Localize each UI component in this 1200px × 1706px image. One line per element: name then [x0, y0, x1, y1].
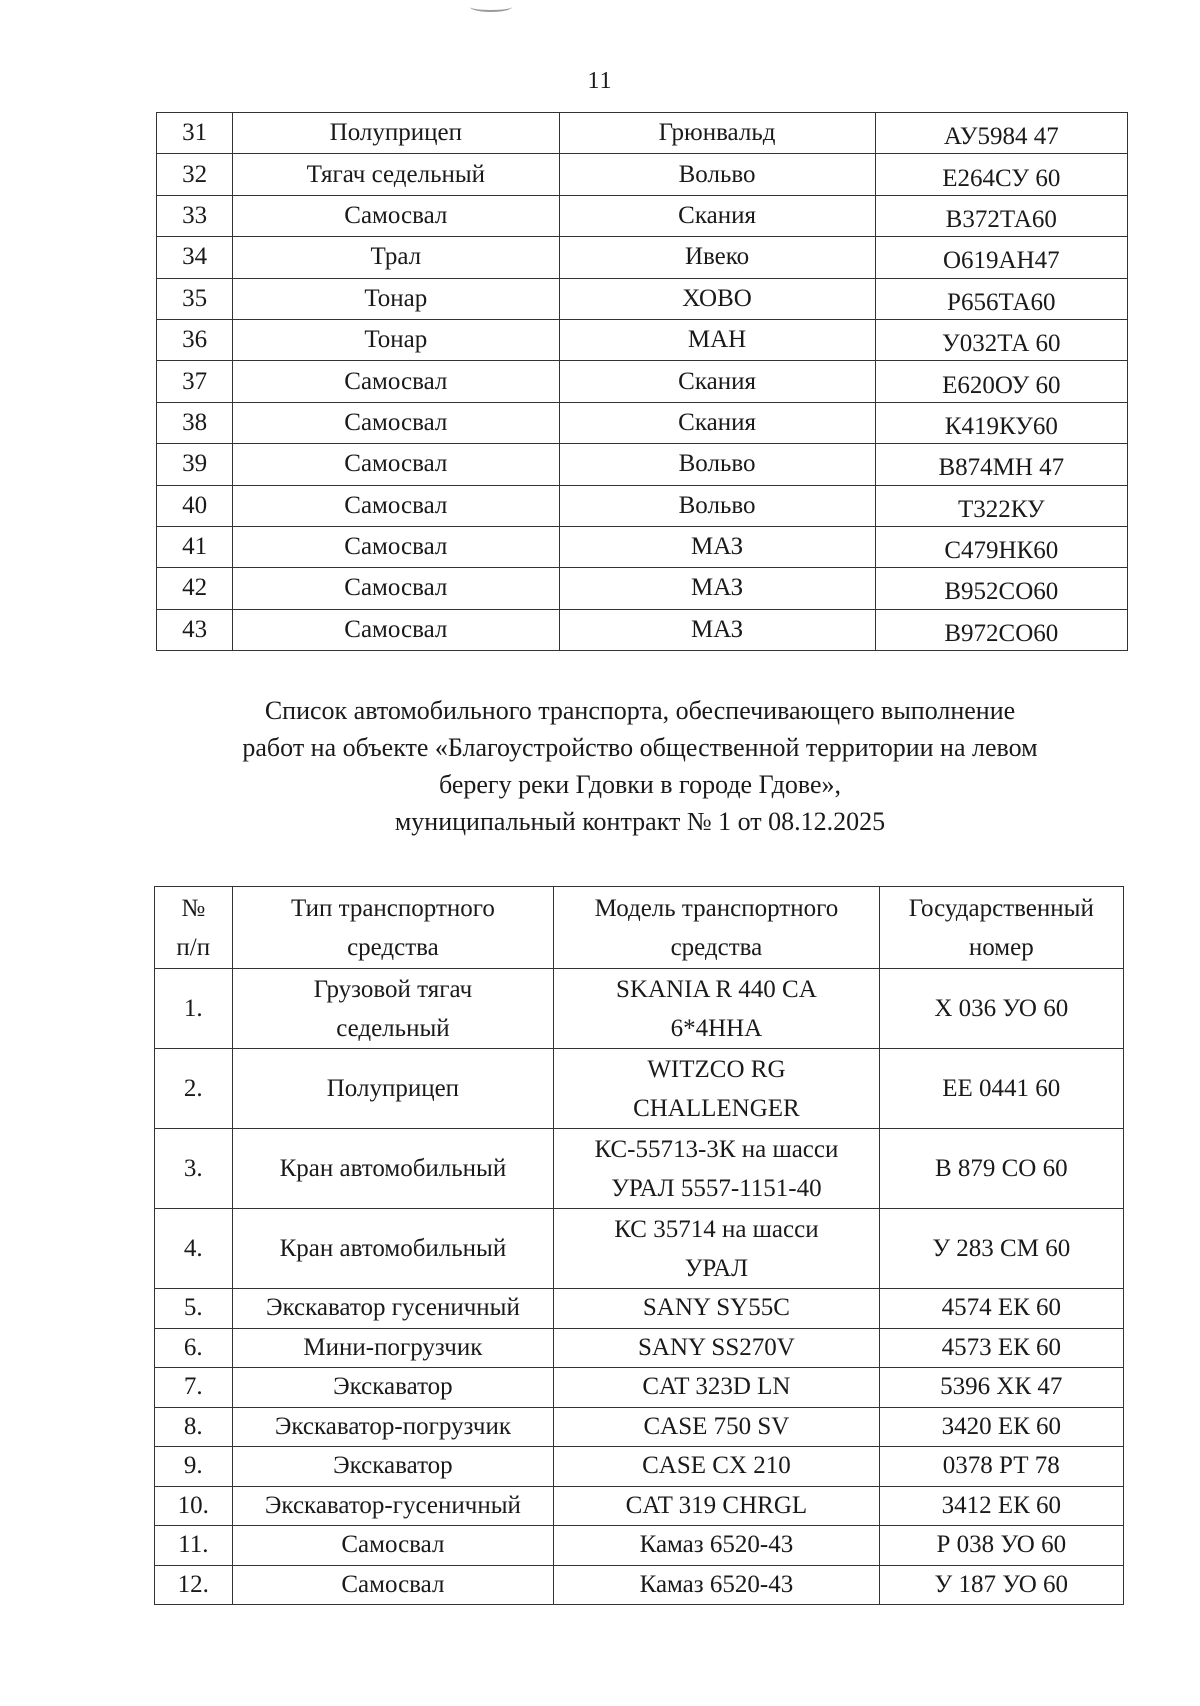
table-row — [155, 1129, 1124, 1209]
heading-line: муниципальный контракт № 1 от 08.12.2025 — [394, 807, 886, 836]
vehicle-plate: У 283 СМ 60 — [879, 1209, 1123, 1289]
table-row — [155, 1289, 1124, 1329]
page-number: 11 — [587, 68, 613, 94]
table-row — [157, 319, 1128, 360]
vehicle-type: Грузовой тягач седельный — [232, 969, 554, 1049]
row-number: 43 — [157, 609, 233, 650]
vehicle-plate: 3420 ЕК 60 — [879, 1407, 1123, 1447]
vehicle-plate: 4573 ЕК 60 — [879, 1328, 1123, 1368]
row-number: 10. — [155, 1486, 233, 1526]
row-number: 32 — [157, 154, 233, 195]
vehicle-type: Самосвал — [233, 361, 559, 402]
vehicle-plate: Р656ТА60 — [875, 278, 1127, 319]
vehicle-type: Самосвал — [233, 526, 559, 567]
row-number: 8. — [155, 1407, 233, 1447]
vehicle-model: МАЗ — [559, 568, 875, 609]
vehicle-plate: В 879 СО 60 — [879, 1129, 1123, 1209]
row-number: 1. — [155, 969, 233, 1049]
vehicle-model: МАЗ — [559, 609, 875, 650]
vehicle-model: Скания — [559, 195, 875, 236]
table-row — [157, 609, 1128, 650]
vehicle-model: CAT 323D LN — [554, 1368, 879, 1408]
table-row — [155, 1328, 1124, 1368]
vehicle-plate: В372ТА60 — [875, 195, 1127, 236]
header-number: № п/п — [155, 887, 233, 969]
vehicle-model: Скания — [559, 402, 875, 443]
table-row — [155, 969, 1124, 1049]
vehicle-type: Экскаватор — [232, 1368, 554, 1408]
vehicle-type: Самосвал — [233, 609, 559, 650]
vehicle-type: Экскаватор-гусеничный — [232, 1486, 554, 1526]
vehicle-type: Самосвал — [233, 568, 559, 609]
vehicle-model: ХОВО — [559, 278, 875, 319]
table-row — [157, 195, 1128, 236]
vehicle-type: Экскаватор-погрузчик — [232, 1407, 554, 1447]
vehicle-plate: ЕЕ 0441 60 — [879, 1049, 1123, 1129]
vehicle-plate: 5396 ХК 47 — [879, 1368, 1123, 1408]
vehicle-type: Тонар — [233, 278, 559, 319]
vehicle-model: Ивеко — [559, 237, 875, 278]
row-number: 4. — [155, 1209, 233, 1289]
vehicle-model: Вольво — [559, 485, 875, 526]
vehicle-model: CAT 319 CHRGL — [554, 1486, 879, 1526]
heading-line: Список автомобильного транспорта, обеспечивающего выполнение — [264, 696, 1016, 725]
row-number: 36 — [157, 319, 233, 360]
vehicle-table — [154, 886, 1124, 1605]
vehicle-model: SANY SY55C — [554, 1289, 879, 1329]
vehicle-type: Самосвал — [232, 1526, 554, 1566]
vehicle-plate: С479НК60 — [875, 526, 1127, 567]
vehicle-model: WITZCO RG CHALLENGER — [554, 1049, 879, 1129]
section-heading — [150, 692, 1130, 840]
vehicle-type: Кран автомобильный — [232, 1129, 554, 1209]
table-row — [155, 1565, 1124, 1605]
vehicle-plate: АУ5984 47 — [875, 113, 1127, 154]
vehicle-plate: 3412 ЕК 60 — [879, 1486, 1123, 1526]
row-number: 9. — [155, 1447, 233, 1487]
vehicle-model: Камаз 6520-43 — [554, 1565, 879, 1605]
row-number: 40 — [157, 485, 233, 526]
table-row — [157, 485, 1128, 526]
vehicle-model: Вольво — [559, 154, 875, 195]
vehicle-model: SANY SS270V — [554, 1328, 879, 1368]
row-number: 39 — [157, 444, 233, 485]
row-number: 34 — [157, 237, 233, 278]
table-row — [157, 113, 1128, 154]
table-row — [155, 1407, 1124, 1447]
vehicle-type: Самосвал — [233, 195, 559, 236]
vehicle-plate: 4574 ЕК 60 — [879, 1289, 1123, 1329]
table-row — [157, 278, 1128, 319]
vehicle-model: Камаз 6520-43 — [554, 1526, 879, 1566]
row-number: 38 — [157, 402, 233, 443]
vehicle-model: МАН — [559, 319, 875, 360]
vehicle-type: Полуприцеп — [233, 113, 559, 154]
row-number: 2. — [155, 1049, 233, 1129]
row-number: 31 — [157, 113, 233, 154]
vehicle-plate: Р 038 УО 60 — [879, 1526, 1123, 1566]
vehicle-plate: Т322КУ — [875, 485, 1127, 526]
row-number: 6. — [155, 1328, 233, 1368]
vehicle-type: Кран автомобильный — [232, 1209, 554, 1289]
vehicle-type: Тягач седельный — [233, 154, 559, 195]
table-row — [157, 526, 1128, 567]
vehicle-model: CASE 750 SV — [554, 1407, 879, 1447]
vehicle-type: Самосвал — [232, 1565, 554, 1605]
vehicle-plate: Е620ОУ 60 — [875, 361, 1127, 402]
vehicle-model: КС-55713-3К на шасси УРАЛ 5557-1151-40 — [554, 1129, 879, 1209]
vehicle-plate: В952СО60 — [875, 568, 1127, 609]
row-number: 11. — [155, 1526, 233, 1566]
vehicle-type: Тонар — [233, 319, 559, 360]
vehicle-plate: К419КУ60 — [875, 402, 1127, 443]
row-number: 42 — [157, 568, 233, 609]
vehicle-plate: У032ТА 60 — [875, 319, 1127, 360]
table-row — [157, 402, 1128, 443]
table-row — [157, 154, 1128, 195]
row-number: 33 — [157, 195, 233, 236]
vehicle-model: КС 35714 на шасси УРАЛ — [554, 1209, 879, 1289]
vehicle-plate: Е264СУ 60 — [875, 154, 1127, 195]
row-number: 3. — [155, 1129, 233, 1209]
row-number: 12. — [155, 1565, 233, 1605]
vehicle-type: Экскаватор гусеничный — [232, 1289, 554, 1329]
vehicle-plate: В972СО60 — [875, 609, 1127, 650]
table-row — [157, 237, 1128, 278]
table-row — [157, 361, 1128, 402]
table-row — [155, 1368, 1124, 1408]
vehicle-model: МАЗ — [559, 526, 875, 567]
vehicle-model: Вольво — [559, 444, 875, 485]
table-row — [155, 1209, 1124, 1289]
vehicle-type: Самосвал — [233, 444, 559, 485]
row-number: 37 — [157, 361, 233, 402]
vehicle-type: Полуприцеп — [232, 1049, 554, 1129]
header-type: Тип транспортного средства — [232, 887, 554, 969]
row-number: 7. — [155, 1368, 233, 1408]
scan-mark — [470, 2, 512, 12]
vehicle-plate: В874МН 47 — [875, 444, 1127, 485]
vehicle-model: SKANIA R 440 CA 6*4HHA — [554, 969, 879, 1049]
row-number: 5. — [155, 1289, 233, 1329]
table-row — [155, 1447, 1124, 1487]
vehicle-plate: У 187 УО 60 — [879, 1565, 1123, 1605]
vehicle-plate: О619АН47 — [875, 237, 1127, 278]
vehicle-type: Трал — [233, 237, 559, 278]
vehicle-plate: 0378 РТ 78 — [879, 1447, 1123, 1487]
table-row — [155, 1526, 1124, 1566]
row-number: 41 — [157, 526, 233, 567]
vehicle-model: CASE CX 210 — [554, 1447, 879, 1487]
vehicle-model: Грюнвальд — [559, 113, 875, 154]
vehicle-model: Скания — [559, 361, 875, 402]
heading-line: работ на объекте «Благоустройство общественной территории на левом — [242, 733, 1038, 762]
header-model: Модель транспортного средства — [554, 887, 879, 969]
table-header-row — [155, 887, 1124, 969]
table-row — [155, 1049, 1124, 1129]
vehicle-type: Самосвал — [233, 485, 559, 526]
vehicle-plate: Х 036 УО 60 — [879, 969, 1123, 1049]
vehicle-type: Мини-погрузчик — [232, 1328, 554, 1368]
heading-line: берегу реки Гдовки в городе Гдове», — [438, 770, 842, 799]
table-row — [157, 568, 1128, 609]
row-number: 35 — [157, 278, 233, 319]
vehicle-type: Самосвал — [233, 402, 559, 443]
vehicle-table-continued — [156, 112, 1128, 651]
header-plate: Государственный номер — [879, 887, 1123, 969]
table-row — [155, 1486, 1124, 1526]
table-row — [157, 444, 1128, 485]
vehicle-type: Экскаватор — [232, 1447, 554, 1487]
